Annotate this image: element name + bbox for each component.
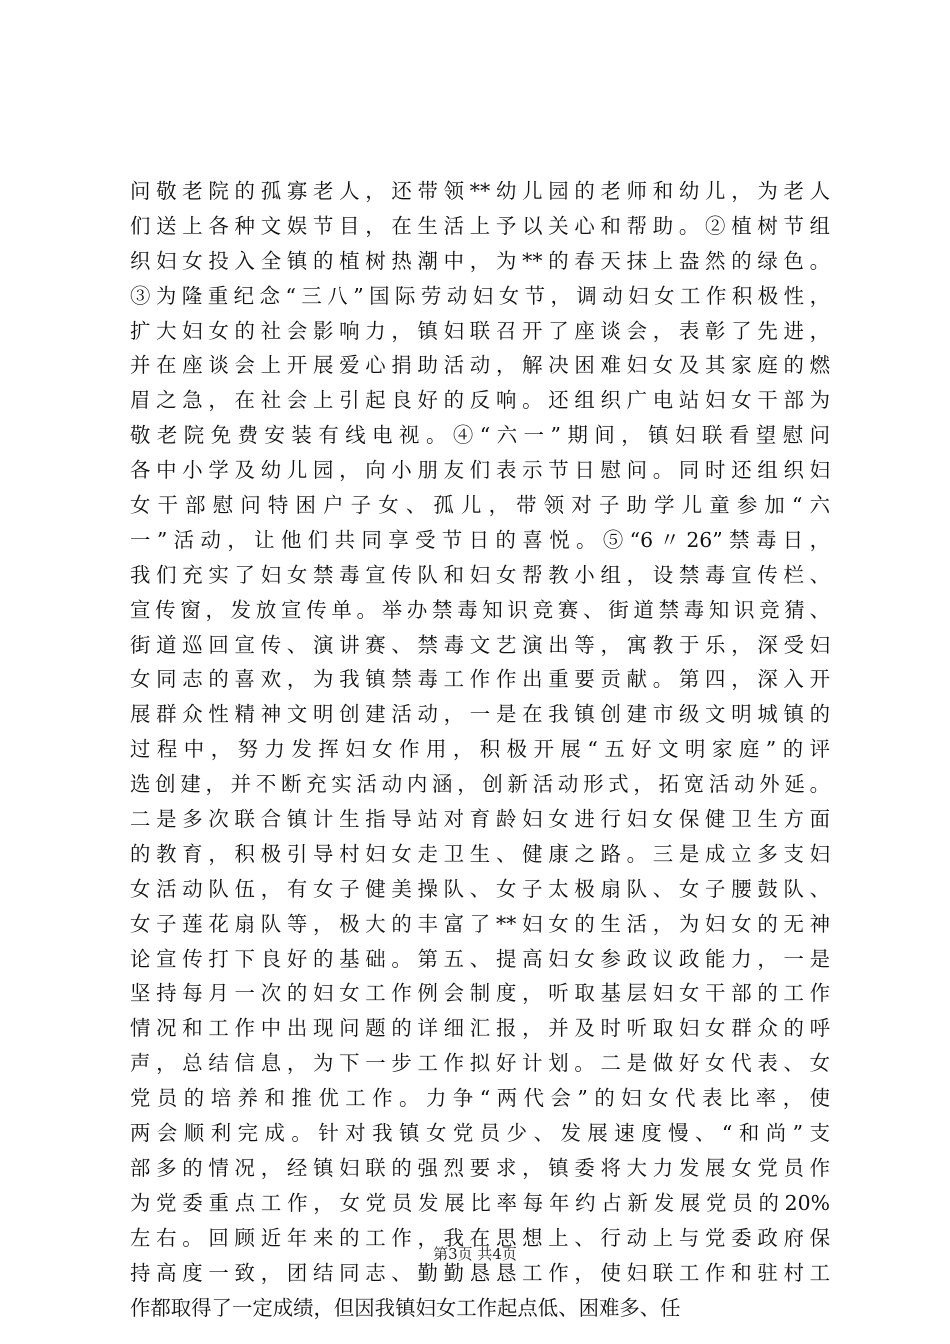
- text-line: 扩大妇女的社会影响力，镇妇联召开了座谈会，表彰了先进，: [130, 318, 830, 343]
- text-line: 情况和工作中出现问题的详细汇报，并及时听取妇女群众的呼: [130, 1016, 830, 1041]
- text-line: 一”活动，让他们共同享受节日的喜悦。⑤“6〃26”禁毒日，: [130, 527, 830, 552]
- text-line: 街道巡回宣传、演讲赛、禁毒文艺演出等，寓教于乐，深受妇: [130, 632, 830, 657]
- text-line: 选创建，并不断充实活动内涵，创新活动形式，拓宽活动外延。: [130, 772, 830, 797]
- text-line: 女子莲花扇队等，极大的丰富了**妇女的生活，为妇女的无神: [130, 911, 830, 936]
- text-line: 各中小学及幼儿园，向小朋友们表示节日慰问。同时还组织妇: [130, 458, 830, 483]
- text-line: 问敬老院的孤寡老人，还带领**幼儿园的老师和幼儿，为老人: [130, 179, 830, 203]
- text-line: 为党委重点工作，女党员发展比率每年约占新发展党员的20%: [130, 1190, 830, 1215]
- text-line: 声，总结信息，为下一步工作拟好计划。二是做好女代表、女: [130, 1051, 830, 1076]
- text-line: 论宣传打下良好的基础。第五、提高妇女参政议政能力，一是: [130, 946, 830, 971]
- text-line: 两会顺利完成。针对我镇女党员少、发展速度慢、“和尚”支: [130, 1121, 830, 1146]
- text-line: 女同志的喜欢，为我镇禁毒工作作出重要贡献。第四，深入开: [130, 667, 830, 692]
- text-line: 展群众性精神文明创建活动，一是在我镇创建市级文明城镇的: [130, 702, 830, 727]
- text-line: ③为隆重纪念“三八”国际劳动妇女节，调动妇女工作积极性，: [130, 283, 830, 308]
- page-footer: 第3页 共4页: [433, 1245, 517, 1263]
- text-line: 左右。回顾近年来的工作，我在思想上、行动上与党委政府保: [130, 1225, 830, 1250]
- text-line: 们送上各种文娱节目，在生活上予以关心和帮助。②植树节组: [130, 213, 830, 238]
- text-line: 二是多次联合镇计生指导站对育龄妇女进行妇女保健卫生方面: [130, 807, 830, 832]
- text-line: 敬老院免费安装有线电视。④“六一”期间，镇妇联看望慰问: [130, 423, 830, 448]
- text-line: 作都取得了一定成绩，但因我镇妇女工作起点低、困难多、任: [130, 1295, 681, 1320]
- body-text: [130, 174, 830, 1325]
- text-line: 女干部慰问特困户子女、孤儿，带领对子助学儿童参加“六: [130, 493, 830, 518]
- text-line: 并在座谈会上开展爱心捐助活动，解决困难妇女及其家庭的燃: [130, 353, 830, 378]
- text-line: 持高度一致，团结同志、勤勤恳恳工作，使妇联工作和驻村工: [130, 1260, 830, 1285]
- text-line: 宣传窗，发放宣传单。举办禁毒知识竞赛、街道禁毒知识竞猜、: [130, 597, 830, 622]
- text-line: 织妇女投入全镇的植树热潮中，为**的春天抹上盎然的绿色。: [130, 248, 830, 273]
- text-line: 女活动队伍，有女子健美操队、女子太极扇队、女子腰鼓队、: [130, 876, 830, 901]
- text-line: 部多的情况，经镇妇联的强烈要求，镇委将大力发展女党员作: [130, 1155, 830, 1180]
- text-line: 坚持每月一次的妇女工作例会制度，听取基层妇女干部的工作: [130, 981, 830, 1006]
- text-line: 党员的培养和推优工作。力争“两代会”的妇女代表比率，使: [130, 1086, 830, 1111]
- text-line: 过程中，努力发挥妇女作用，积极开展“五好文明家庭”的评: [130, 737, 830, 762]
- text-line: 我们充实了妇女禁毒宣传队和妇女帮教小组，设禁毒宣传栏、: [130, 562, 830, 587]
- text-line: 的教育，积极引导村妇女走卫生、健康之路。三是成立多支妇: [130, 841, 830, 866]
- text-line: 眉之急，在社会上引起良好的反响。还组织广电站妇女干部为: [130, 388, 830, 413]
